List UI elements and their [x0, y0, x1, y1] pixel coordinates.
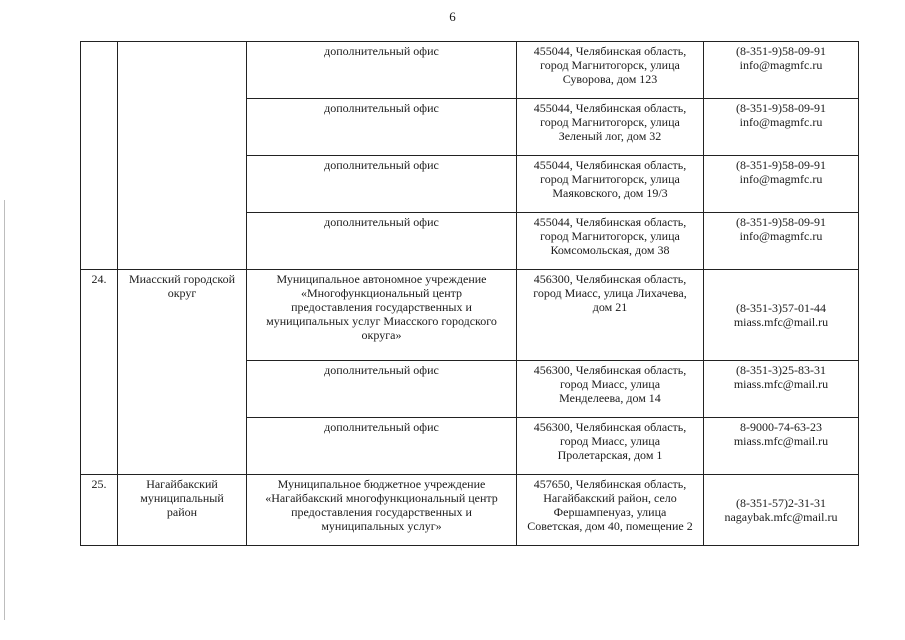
row-number-cell: 25. [81, 475, 118, 546]
email-text: info@magmfc.ru [739, 229, 823, 243]
address-cell: 455044, Челябинская область, город Магнитогорск, улица Суворова, дом 123 [517, 42, 704, 99]
contact-cell [704, 42, 859, 99]
address-cell: 456300, Челябинская область, город Миасс, улица Лихачева, дом 21 [517, 270, 704, 361]
organization-cell: Муниципальное автономное учреждение «Многофункциональный центр предоставления государственных и муниципальных услуг Миасского городского округа» [247, 270, 517, 361]
table-row [81, 42, 859, 99]
phone-text: (8-351-9)58-09-91 [736, 101, 826, 115]
organization-cell: дополнительный офис [247, 361, 517, 418]
phone-text: (8-351-3)57-01-44 [736, 301, 826, 315]
phone-text: 8-9000-74-63-23 [740, 420, 822, 434]
table-row [81, 270, 859, 361]
organization-cell: дополнительный офис [247, 156, 517, 213]
phone-text: (8-351-9)58-09-91 [736, 215, 826, 229]
address-cell: 456300, Челябинская область, город Миасс, улица Пролетарская, дом 1 [517, 418, 704, 475]
district-cell: Нагайбакский муниципальный район [118, 475, 247, 546]
contact-cell [704, 156, 859, 213]
email-text: miass.mfc@mail.ru [733, 377, 829, 391]
email-text: info@magmfc.ru [739, 172, 823, 186]
address-cell: 456300, Челябинская область, город Миасс, улица Менделеева, дом 14 [517, 361, 704, 418]
contact-cell [704, 361, 859, 418]
address-cell: 455044, Челябинская область, город Магнитогорск, улица Зеленый лог, дом 32 [517, 99, 704, 156]
email-text: miass.mfc@mail.ru [733, 315, 829, 329]
page-number: 6 [449, 9, 456, 24]
table-row [81, 475, 859, 546]
phone-text: (8-351-57)2-31-31 [736, 496, 826, 510]
contact-cell [704, 270, 859, 361]
organization-cell: дополнительный офис [247, 42, 517, 99]
mfc-registry-table [80, 41, 859, 546]
email-text: miass.mfc@mail.ru [733, 434, 829, 448]
scan-edge-line [4, 200, 5, 620]
organization-cell: Муниципальное бюджетное учреждение «Нагайбакский многофункциональный центр предоставления государственных и муниципальных услуг» [247, 475, 517, 546]
email-text: info@magmfc.ru [739, 58, 823, 72]
contact-cell [704, 418, 859, 475]
organization-cell: дополнительный офис [247, 418, 517, 475]
organization-cell: дополнительный офис [247, 213, 517, 270]
phone-text: (8-351-3)25-83-31 [736, 363, 826, 377]
contact-cell [704, 213, 859, 270]
phone-text: (8-351-9)58-09-91 [736, 158, 826, 172]
district-cell: Миасский городской округ [118, 270, 247, 475]
row-number-cell [81, 42, 118, 270]
email-text: info@magmfc.ru [739, 115, 823, 129]
contact-cell [704, 475, 859, 546]
contact-cell [704, 99, 859, 156]
address-cell: 455044, Челябинская область, город Магнитогорск, улица Комсомольская, дом 38 [517, 213, 704, 270]
phone-text: (8-351-9)58-09-91 [736, 44, 826, 58]
address-cell: 455044, Челябинская область, город Магнитогорск, улица Маяковского, дом 19/3 [517, 156, 704, 213]
organization-cell: дополнительный офис [247, 99, 517, 156]
address-cell: 457650, Челябинская область, Нагайбакский район, село Фершампенуаз, улица Советская, дом 40, помещение 2 [517, 475, 704, 546]
district-cell [118, 42, 247, 270]
row-number-cell: 24. [81, 270, 118, 475]
email-text: nagaybak.mfc@mail.ru [724, 510, 838, 524]
